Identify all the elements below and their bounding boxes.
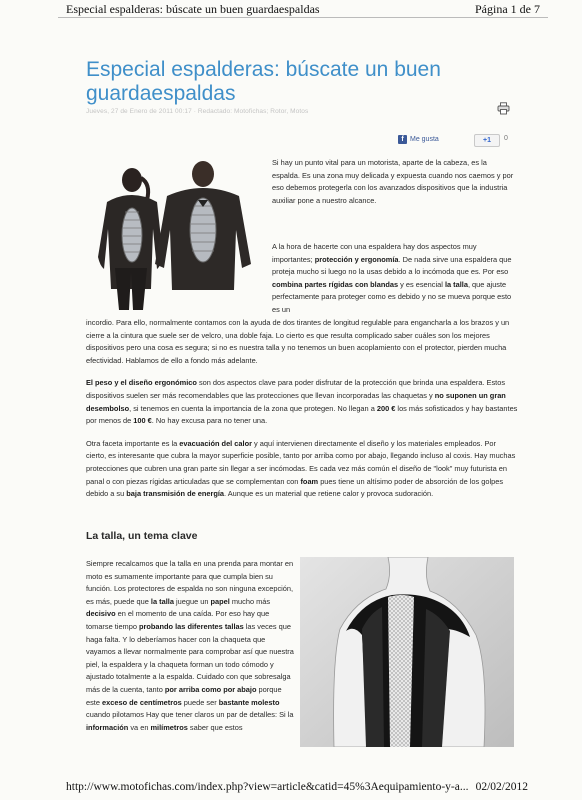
like-label: Me gusta	[410, 136, 439, 143]
riders-back-protector-photo	[95, 160, 265, 310]
facebook-icon: f	[398, 135, 407, 144]
facebook-like-button[interactable]	[398, 135, 439, 144]
print-icon[interactable]	[497, 102, 510, 115]
paragraph-fitting: incordio. Para ello, normalmente contamos con la ayuda de dos tirantes de longitud regulable para engancharla a los brazos y un cierre a la cintura que suele ser de velcro, una doble faja. Lo cierto es que resulta complicado saber cuáles son los mejores dispositivos pero una cosa es segura; si no es nuestra talla y no tenemos un buen acoplamiento con el protector, pierden mucha efectividad. Hablamos de ello a fondo más adelante.	[86, 318, 510, 365]
print-footer-url[interactable]: http://www.motofichas.com/index.php?view=article&catid=45%3Aequipamiento-y-a...	[66, 781, 469, 793]
paragraph-weight-design: El peso y el diseño ergonómico son dos aspectos clave para poder disfrutar de la protección que brinda una espaldera. Estos dispositivos suelen ser más recomendables que las protecciones que llevan incorporadas las chaquetas y no suponen un gran desembolso, si tenemos en cuenta la importancia de la zona que protegen. No llegan a 200 € los más sofisticados y hay bastantes por menos de 100 €. No hay excusa para no tener una.	[86, 378, 518, 426]
google-plus-count: 0	[504, 135, 508, 142]
article-body	[86, 317, 518, 501]
google-plus-button[interactable]: +1	[474, 134, 500, 147]
paragraph-size-key: Siempre recalcamos que la talla en una prenda para montar en moto es sumamente importante para que cumpla bien su función. Los protectores de espalda no son ninguna excepción, es más, puede que la talla juegue un papel mucho más decisivo en el momento de una caída. Por eso hay que tomarse tiempo probando las diferentes tallas las veces que haga falta. Y lo deberíamos hacer con la chaqueta que vayamos a llevar normalmente para comprobar así que nuestra piel, la espaldera y la chaqueta forman un todo cómodo y ajustado totalmente a la espalda. Cuidado con que sobresalga más de la cuenta, tanto por arriba como por abajo porque este exceso de centímetros puede ser bastante molesto cuando pilotamos Hay que tener claros un par de detalles: Si la información va en milímetros saber que estos	[86, 559, 294, 732]
intro-paragraph: Si hay un punto vital para un motorista, aparte de la cabeza, es la espalda. Es una zona muy delicada y expuesta cuando nos caemos y por eso debemos protegerla con los avanzados dispositivos que la industria auxiliar pone a nuestro alcance.	[272, 158, 514, 205]
article-meta: Jueves, 27 de Enero de 2011 00:17 · Redactado: Motofichas; Rotor, Motos	[86, 108, 309, 115]
mannequin-back-protector-photo	[300, 557, 514, 747]
paragraph-heat-evacuation: Otra faceta importante es la evacuación del calor y aquí intervienen directamente el diseño y los materiales empleados. Por cierto, es interesante que cubra la mayor superficie posible, tanto por arriba como por abajo, llegando incluso al coxis. Hay muchas protecciones que cubren una gran parte sin llegar a ser incómodas. Es cada vez más común el diseño de "look" muy futurista en panal o con piezas rígidas articuladas que se complementan con foam pues tiene un altísimo poder de absorción de los golpes debido a su baja transmisión de energía. Aunque es un material que retiene calor y provoca sudoración.	[86, 438, 516, 499]
paragraph-protection-ergonomics: A la hora de hacerte con una espaldera hay dos aspectos muy importantes; protección y ergonomía. De nada sirve una espaldera que proteja mucho si luego no la usas debido a lo incómoda que es. Por eso combina partes rígidas con blandas y es esencial la talla, que ajuste perfectamente para proteger como es debido y no se mueva porque esto es un	[272, 242, 512, 314]
print-header-page: Página 1 de 7	[475, 2, 540, 16]
print-footer-date: 02/02/2012	[475, 781, 528, 793]
article-title[interactable]: Especial espalderas: búscate un buen guardaespaldas	[86, 58, 441, 105]
section-heading: La talla, un tema clave	[86, 530, 198, 542]
print-header-title: Especial espalderas: búscate un buen guardaespaldas	[66, 2, 320, 16]
header-divider	[58, 17, 548, 18]
